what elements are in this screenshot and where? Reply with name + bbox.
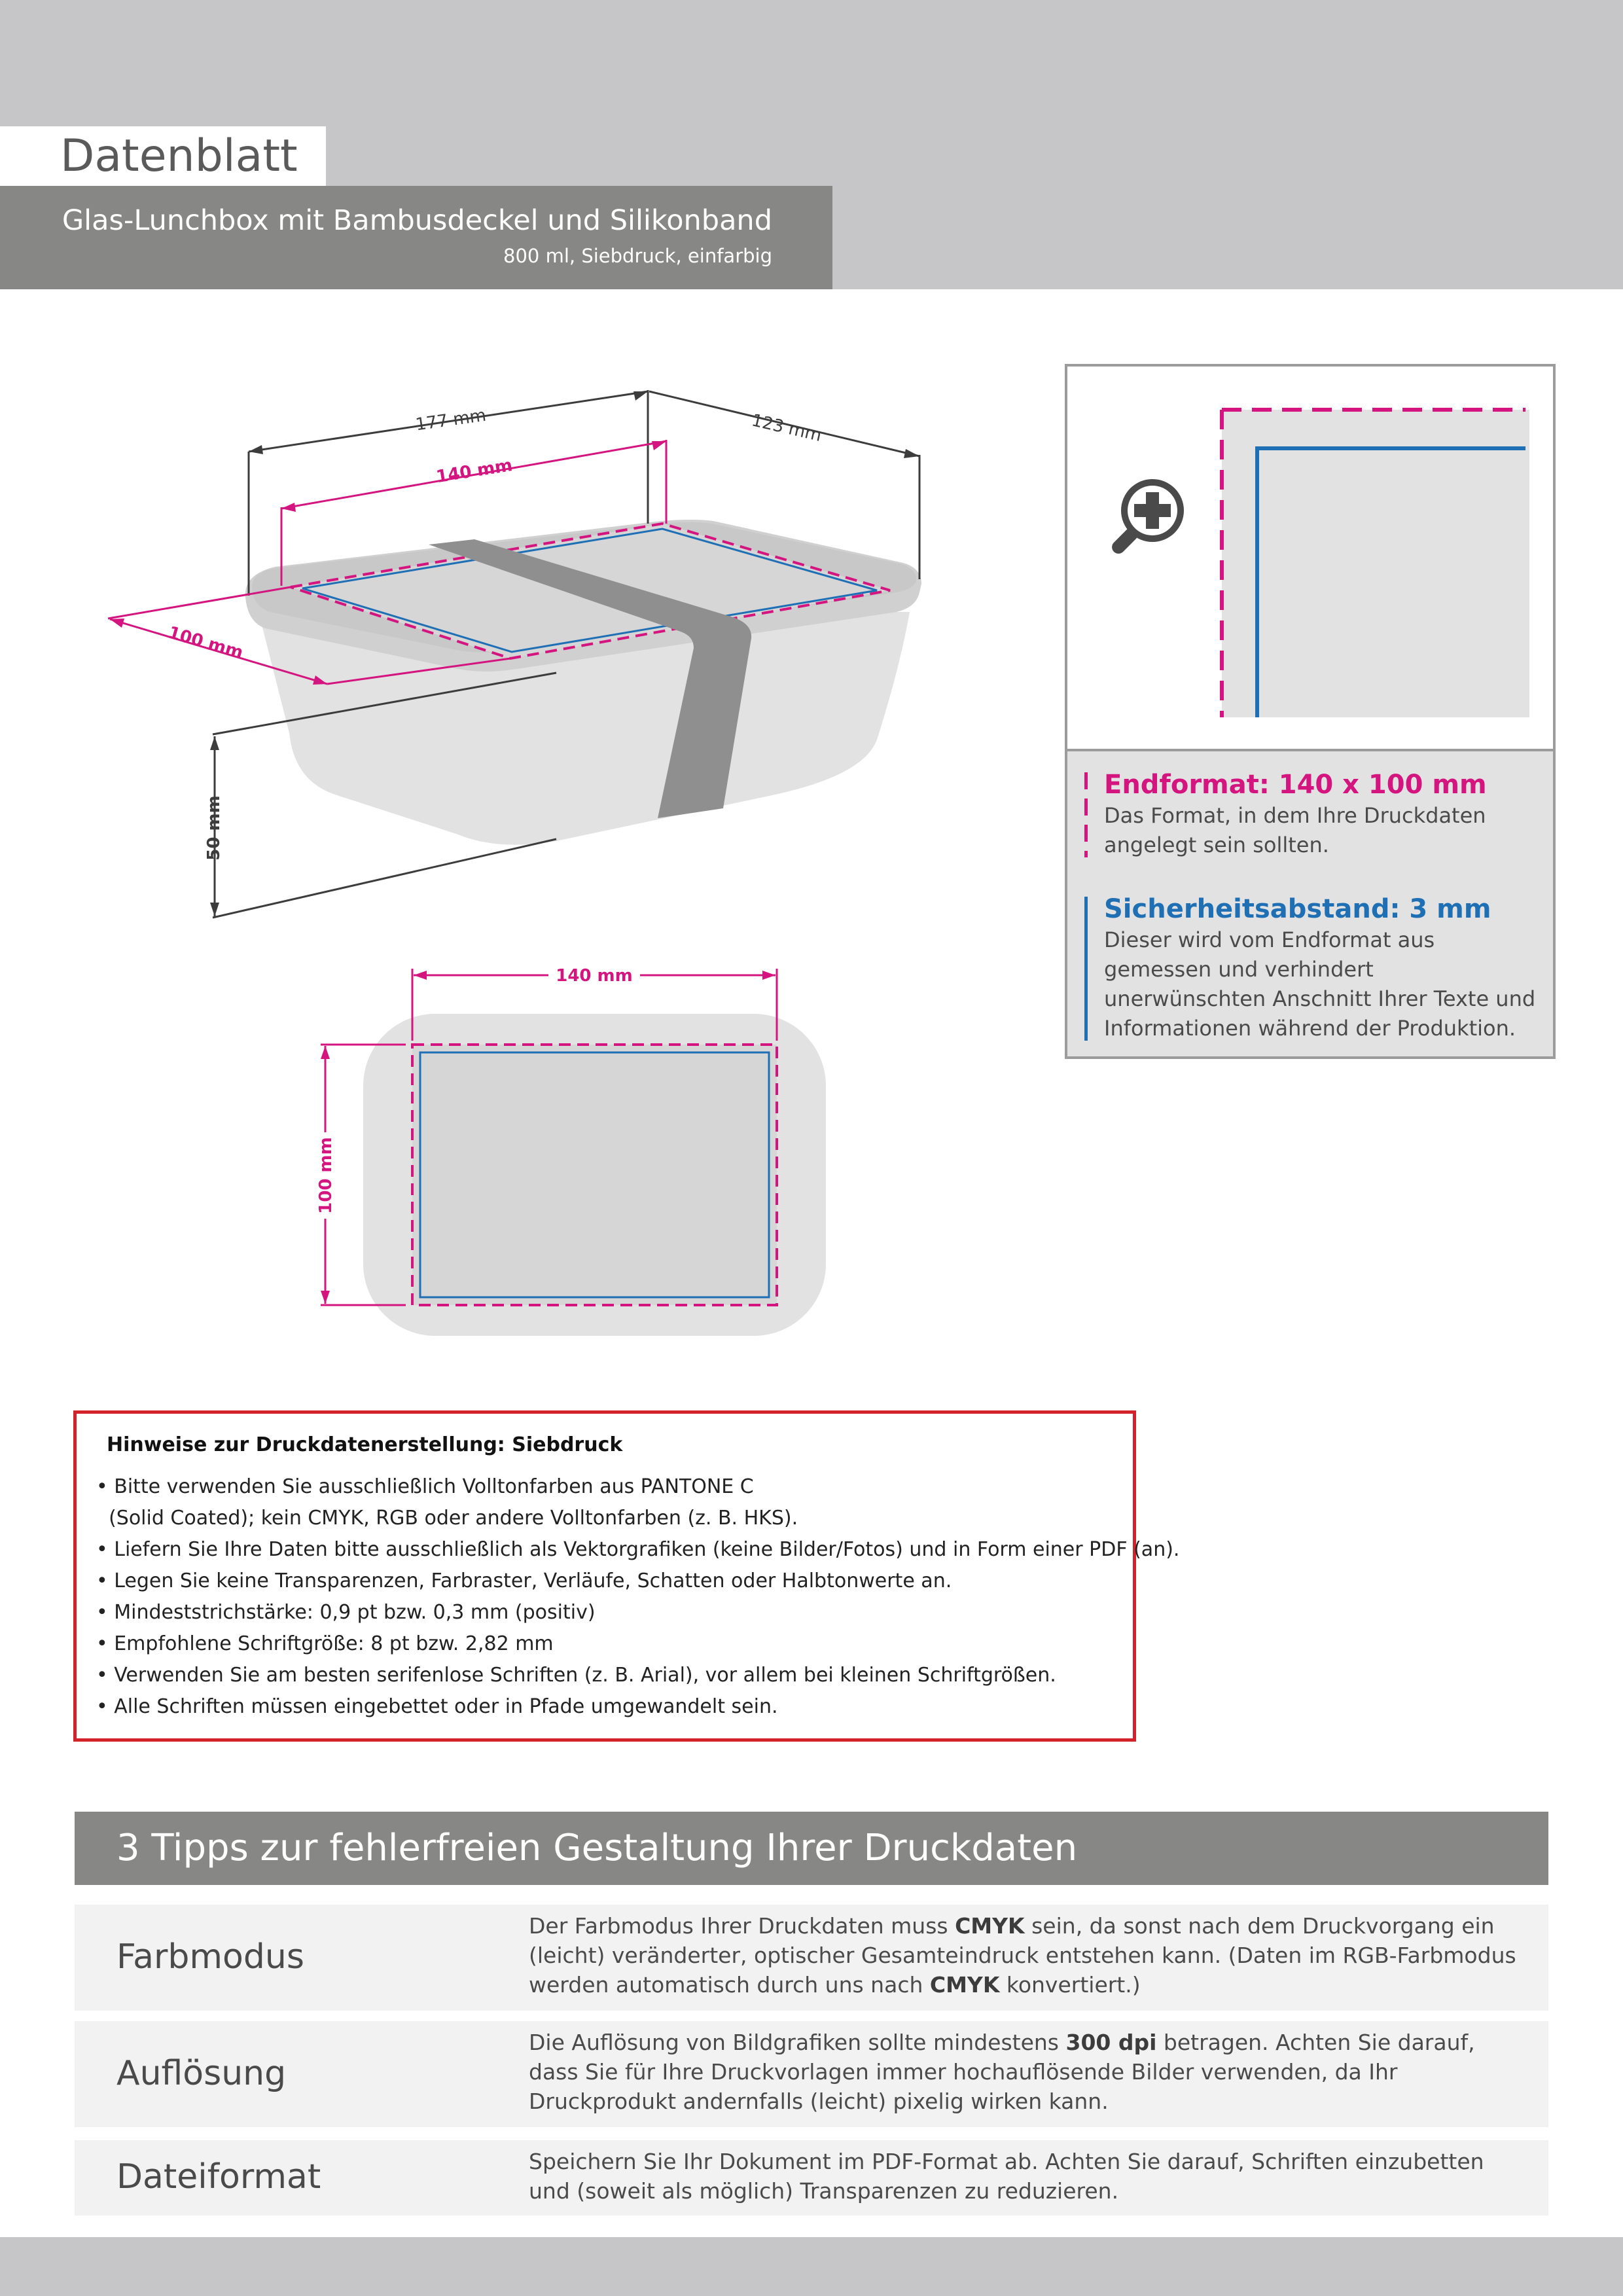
tip-text: Der Farbmodus Ihrer Druckdaten muss CMYK sein, da sonst nach dem Druckvorgang ein (leicht) veränderter, optischer Gesamteindruck entstehen kann. (Daten im RGB-Farbmodus werden automatisch durch uns nach CMYK konvertiert.) bbox=[529, 1913, 1516, 1998]
endformat-marker bbox=[1084, 772, 1088, 857]
legend-zoom-area bbox=[1067, 367, 1553, 751]
zoom-detail bbox=[1218, 406, 1558, 733]
title-tab bbox=[0, 126, 326, 187]
tip-row-aufloesung bbox=[75, 2021, 1548, 2127]
hint-item: • Alle Schriften müssen eingebettet oder in Pfade umgewandelt sein. bbox=[96, 1695, 778, 1718]
tip-name: Farbmodus bbox=[116, 1937, 304, 1977]
legend-endformat bbox=[1104, 768, 1536, 860]
safety-marker bbox=[1084, 897, 1088, 1041]
dim-print-height-3d-label: 100 mm bbox=[166, 622, 245, 663]
safety-title: Sicherheitsabstand: 3 mm bbox=[1104, 894, 1491, 924]
endformat-title: Endformat: 140 x 100 mm bbox=[1104, 770, 1487, 800]
top-view-endformat bbox=[412, 1045, 777, 1305]
hint-item: (Solid Coated); kein CMYK, RGB oder andere Volltonfarben (z. B. HKS). bbox=[96, 1507, 798, 1530]
dim-print-height-top-label: 100 mm bbox=[316, 1137, 336, 1214]
product-name: Glas-Lunchbox mit Bambusdeckel und Silikonband bbox=[62, 204, 772, 237]
arrow-print-height-top-up bbox=[321, 1046, 330, 1059]
tip-name: Auflösung bbox=[116, 2054, 287, 2093]
arrow-print-width-top-left bbox=[414, 971, 427, 980]
tip-row-dateiformat bbox=[75, 2140, 1548, 2215]
arrow-print-height-3d-top bbox=[110, 619, 124, 628]
product-drawing bbox=[0, 289, 1047, 1369]
arrow-print-width-top-right bbox=[762, 971, 776, 980]
endformat-description: Das Format, in dem Ihre Druckdaten angelegt sein sollten. bbox=[1104, 803, 1486, 857]
product-bar bbox=[0, 186, 832, 289]
dim-print-width-top-label: 140 mm bbox=[556, 966, 633, 986]
legend-text-area bbox=[1067, 751, 1553, 1056]
tip-text: Speichern Sie Ihr Dokument im PDF-Format ab. Achten Sie darauf, Schriften einzubetten und (soweit als möglich) Transparenzen zu reduzieren. bbox=[529, 2149, 1484, 2204]
tip-name: Dateiformat bbox=[116, 2157, 321, 2197]
arrow-length-right bbox=[633, 391, 648, 401]
zoom-plus-icon bbox=[1100, 471, 1192, 563]
hint-item: • Liefern Sie Ihre Daten bitte ausschließlich als Vektorgrafiken (keine Bilder/Fotos) und in Form einer PDF (an). bbox=[96, 1538, 1180, 1561]
arrow-print-width-3d-right bbox=[652, 441, 666, 450]
dim-depth-label: 123 mm bbox=[749, 410, 824, 446]
dim-print-width-3d-label: 140 mm bbox=[435, 456, 514, 488]
tips-heading: 3 Tipps zur fehlerfreien Gestaltung Ihrer Druckdaten bbox=[116, 1827, 1078, 1869]
hint-item: • Mindeststrichstärke: 0,9 pt bzw. 0,3 mm (positiv) bbox=[96, 1601, 596, 1624]
hints-list bbox=[96, 1471, 1180, 1723]
hint-item: • Verwenden Sie am besten serifenlose Schriften (z. B. Arial), vor allem bei kleinen Schriftgrößen. bbox=[96, 1664, 1056, 1687]
footer-band bbox=[0, 2237, 1623, 2296]
hints-box bbox=[73, 1410, 1180, 1742]
hint-item: • Empfohlene Schriftgröße: 8 pt bzw. 2,82 mm bbox=[96, 1632, 554, 1655]
product-spec: 800 ml, Siebdruck, einfarbig bbox=[503, 245, 772, 267]
dim-height-label: 50 mm bbox=[204, 795, 224, 861]
hints-title: Hinweise zur Druckdatenerstellung: Siebdruck bbox=[107, 1433, 623, 1456]
tips-heading-bar bbox=[75, 1812, 1548, 1885]
legend-safety bbox=[1104, 893, 1536, 1043]
safety-description: Dieser wird vom Endformat aus gemessen und verhindert unerwünschten Anschnitt Ihrer Texte und Informationen während der Produktion. bbox=[1104, 927, 1536, 1041]
legend-box bbox=[1065, 364, 1556, 1059]
hint-item: • Legen Sie keine Transparenzen, Farbraster, Verläufe, Schatten oder Halbtonwerte an. bbox=[96, 1570, 952, 1592]
arrow-print-height-top-down bbox=[321, 1291, 330, 1304]
dim-length-label: 177 mm bbox=[414, 405, 488, 435]
tip-row-farbmodus bbox=[75, 1905, 1548, 2011]
tip-text: Die Auflösung von Bildgrafiken sollte mindestens 300 dpi betragen. Achten Sie darauf, dass Sie für Ihre Druckvorlagen immer hochauflösende Bilder verwenden, da Ihr Druckprodukt andernfalls (leicht) pixelig wirken kann. bbox=[529, 2030, 1475, 2114]
arrow-depth-right bbox=[904, 449, 919, 458]
arrow-height-top bbox=[210, 736, 219, 750]
arrow-height-bottom bbox=[210, 903, 219, 916]
arrow-length-left bbox=[249, 445, 263, 454]
page-title: Datenblatt bbox=[60, 130, 298, 182]
hint-item: • Bitte verwenden Sie ausschließlich Volltonfarben aus PANTONE C bbox=[96, 1475, 754, 1498]
